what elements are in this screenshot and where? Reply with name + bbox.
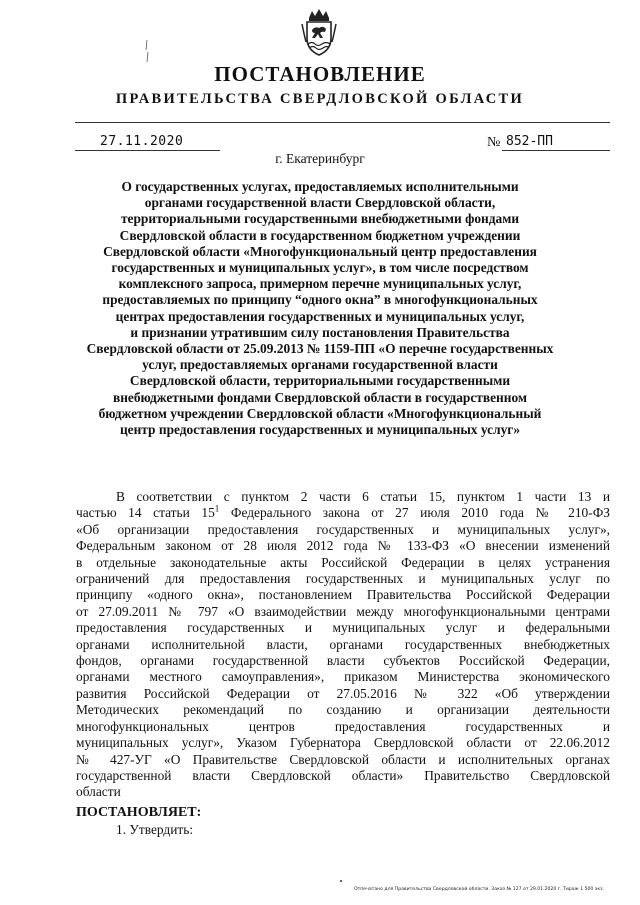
document-subtitle: ПРАВИТЕЛЬСТВА СВЕРДЛОВСКОЙ ОБЛАСТИ: [115, 91, 525, 107]
body-line: фондов, органами государственной власти субъектов Российской Федерации,: [76, 653, 610, 669]
ink-dot: [340, 880, 342, 882]
heading-line: центр предоставления государственных и муниципальных услуг»: [119, 422, 521, 438]
heading-line: Свердловской области «Многофункциональный центр предоставления: [103, 243, 537, 259]
body-line-part: Федерального закона от 27 июля 2010 года № 210-ФЗ: [219, 505, 610, 521]
body-line: [76, 505, 610, 521]
heading-line: предоставляемых по принципу “одного окна” в многофункциональных: [102, 292, 538, 308]
body-line: органами местного самоуправления», приказом Министерства экономического: [76, 669, 610, 685]
body-line: развития Российской Федерации от 27.05.2016 № 322 «Об утверждении: [76, 685, 610, 701]
body-line: «Об организации предоставления государственных и муниципальных услуг»,: [76, 521, 610, 537]
print-imprint: Отпечатано для Правительства Свердловской области. Заказ № 127 от 29.01.2020 г. Тираж 1 500 экз.: [354, 887, 604, 892]
body-line: в отдельные законодательные акты Российской Федерации в целях устранения: [76, 554, 610, 570]
body-line: № 427-УГ «О Правительстве Свердловской области и исполнительных органах: [76, 751, 610, 767]
body-line: органами исполнительной власти, органами государственных внебюджетных: [76, 636, 610, 652]
heading-line: внебюджетными фондами Свердловской области в государственном: [112, 389, 528, 405]
heading-line: государственных и муниципальных услуг», в том числе посредством: [111, 260, 529, 276]
document-heading: [70, 179, 570, 438]
body-line: государственной власти Свердловской области» Правительство Свердловской: [76, 767, 610, 783]
body-line: многофункциональных центров предоставления государственных и: [76, 718, 610, 734]
pen-mark-icon: [143, 38, 151, 64]
header-divider: [75, 122, 610, 123]
heading-line: территориальными государственными внебюджетными фондами: [120, 211, 520, 227]
resolves-heading: ПОСТАНОВЛЯЕТ:: [76, 805, 202, 820]
heading-line: комплексного запроса, примерном перечне муниципальных услуг,: [118, 276, 522, 292]
list-item: 1. Утвердить:: [116, 822, 194, 837]
body-line: области: [76, 784, 121, 800]
body-line: ограничений для предоставления государственных и муниципальных услуг по: [76, 571, 610, 587]
heading-line: и признании утратившим силу постановления Правительства: [130, 324, 510, 340]
document-title: ПОСТАНОВЛЕНИЕ: [214, 62, 426, 86]
heading-line: Свердловской области от 25.09.2013 № 1159-ПП «О перечне государственных: [86, 341, 554, 357]
document-date: 27.11.2020: [100, 134, 184, 149]
document-city: г. Екатеринбург: [275, 151, 365, 166]
body-line: предоставления государственных и муниципальных услуг и федеральными: [76, 620, 610, 636]
heading-line: органами государственной власти Свердловской области,: [144, 195, 496, 211]
document-number-label: №: [487, 135, 501, 150]
heading-line: центрах предоставления государственных и муниципальных услуг,: [115, 308, 525, 324]
heading-line: услуг, предоставляемых органами государственной власти: [142, 357, 498, 373]
heading-line: Свердловской области в государственном бюджетном учреждении: [119, 227, 521, 243]
heading-line: бюджетном учреждении Свердловской области «Многофункциональный: [98, 405, 542, 421]
body-line: муниципальных услуг», Указом Губернатора Свердловской области от 22.06.2012: [76, 735, 610, 751]
body-line: Методических рекомендаций по созданию и организации деятельности: [76, 702, 610, 718]
body-line-part: частью 14 статьи 15: [76, 505, 215, 521]
coat-of-arms-icon: [300, 8, 338, 58]
preamble-paragraph: [76, 489, 610, 801]
heading-line: О государственных услугах, предоставляемых исполнительными: [121, 179, 519, 194]
body-line: принципу «одного окна», постановлением Правительства Российской Федерации: [76, 587, 610, 603]
document-number: 852-ПП: [506, 134, 553, 149]
body-line: от 27.09.2011 № 797 «О взаимодействии между многофункциональными центрами: [76, 603, 610, 619]
superscript: 1: [214, 503, 220, 514]
heading-line: Свердловской области, территориальными государственными: [129, 373, 511, 389]
body-line: Федеральным законом от 28 июля 2012 года № 133-ФЗ «О внесении изменений: [76, 538, 610, 554]
body-line: В соответствии с пунктом 2 части 6 статьи 15, пунктом 1 части 13 и: [116, 489, 610, 504]
